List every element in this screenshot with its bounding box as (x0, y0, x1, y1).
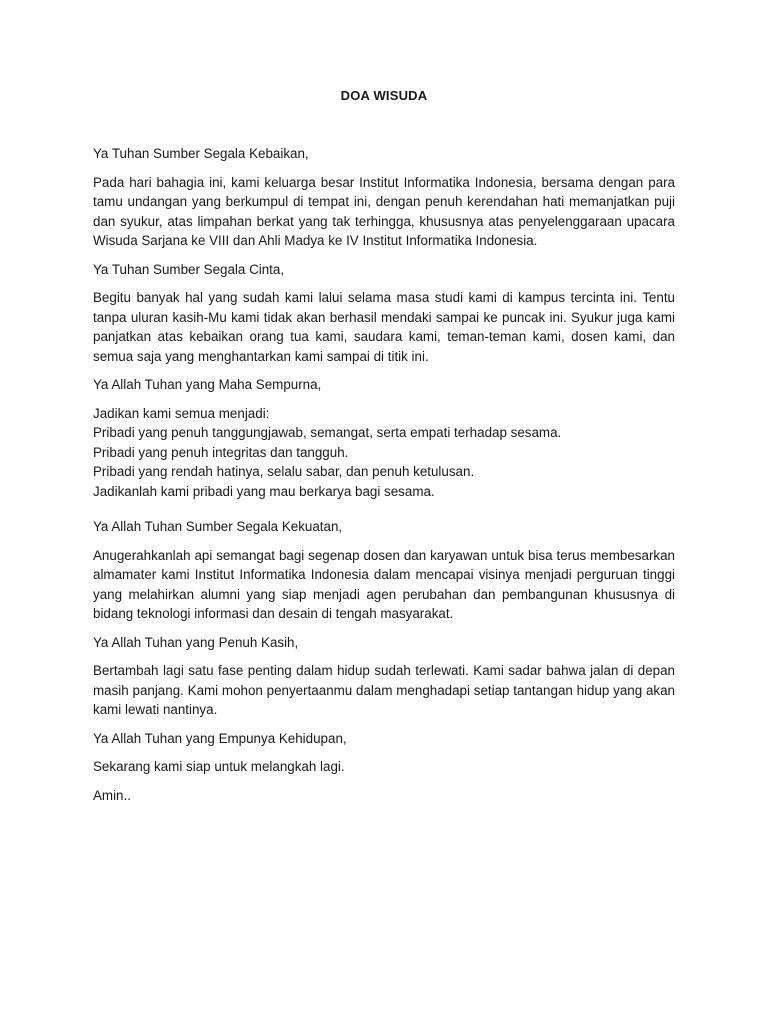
prayer-list-item: Pribadi yang penuh tanggungjawab, semangat, serta empati terhadap sesama. (93, 425, 562, 440)
paragraph-next-phase: Bertambah lagi satu fase penting dalam hidup sudah terlewati. Kami sadar bahwa jalan di depan masih panjang. Kami mohon penyertaanmu dalam menghadapi setiap tantangan hidup yang akan kami lewati nantinya. (93, 663, 675, 717)
paragraph-invocation-5: Ya Allah Tuhan yang Penuh Kasih, (93, 634, 299, 650)
paragraph-invocation-6: Ya Allah Tuhan yang Empunya Kehidupan, (93, 730, 347, 746)
paragraph-gratitude: Pada hari bahagia ini, kami keluarga besar Institut Informatika Indonesia, bersama dengan para tamu undangan yang berkumpul di tempat ini, dengan penuh kerendahan hati memanjatkan puji dan syukur, atas limpahan berkat yang tak terhingga, khususnya atas penyelenggaraan upacara Wisuda Sarjana ke VIII dan Ahli Madya ke IV Institut Informatika Indonesia. (93, 174, 675, 248)
prayer-list-item: Pribadi yang penuh integritas dan tangguh. (93, 444, 349, 460)
document-title: DOA WISUDA (340, 88, 428, 103)
prayer-list-item: Jadikanlah kami pribadi yang mau berkarya bagi sesama. (93, 483, 435, 499)
paragraph-invocation-2: Ya Tuhan Sumber Segala Cinta, (93, 261, 285, 277)
paragraph-journey: Begitu banyak hal yang sudah kami lalui selama masa studi kami di kampus tercinta ini. Tentu tanpa uluran kasih-Mu kami tidak akan berhasil mendaki sampai ke puncak ini. Syukur juga kami panjatkan atas kebaikan orang tua kami, saudara kami, teman-teman kami, dosen kami, dan semua saja yang menghantarkan kami sampai di titik ini. (93, 290, 675, 364)
document-body (93, 144, 675, 814)
prayer-list-intro: Jadikan kami semua menjadi: (93, 405, 270, 421)
paragraph-ready: Sekarang kami siap untuk melangkah lagi. (93, 759, 345, 774)
prayer-list (93, 404, 675, 502)
prayer-list-item: Pribadi yang rendah hatinya, selalu sabar, dan penuh ketulusan. (93, 464, 475, 479)
paragraph-invocation-4: Ya Allah Tuhan Sumber Segala Kekuatan, (93, 519, 343, 534)
paragraph-amen: Amin.. (93, 787, 131, 803)
paragraph-invocation-1: Ya Tuhan Sumber Segala Kebaikan, (93, 146, 309, 161)
paragraph-invocation-3: Ya Allah Tuhan yang Maha Sempurna, (93, 377, 322, 392)
paragraph-encouragement: Anugerahkanlah api semangat bagi segenap dosen dan karyawan untuk bisa terus membesarkan almamater kami Institut Informatika Indonesia dalam mencapai visinya menjadi perguruan tinggi yang melahirkan alumni yang siap menjadi agen perubahan dan pembangunan khususnya di bidang teknologi informasi dan desain di tengah masyarakat. (93, 547, 675, 621)
